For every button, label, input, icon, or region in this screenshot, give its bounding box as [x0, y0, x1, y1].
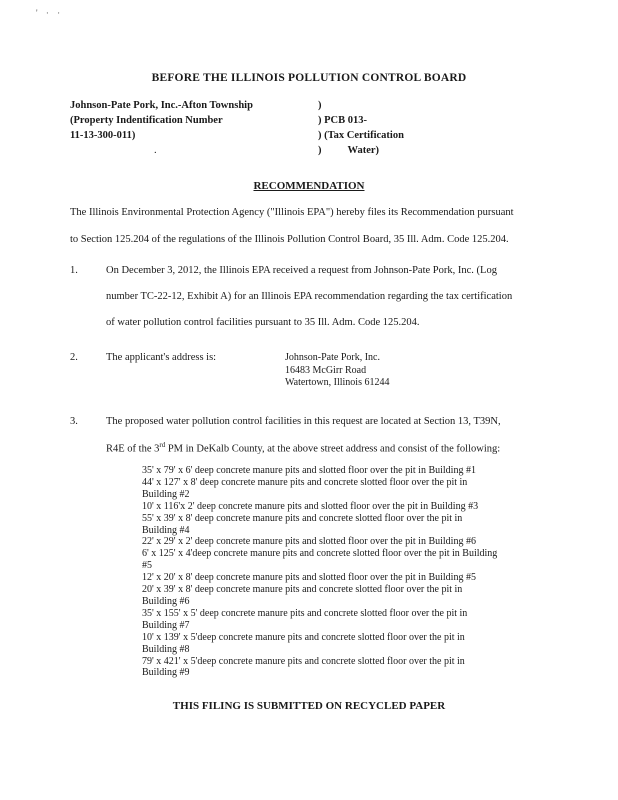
facility-item: 44' x 127' x 8' deep concrete manure pits and concrete slotted floor over the pit in: [142, 476, 468, 488]
facility-item: 10' x 139' x 5'deep concrete manure pits and concrete slotted floor over the pit in: [142, 631, 465, 643]
facility-item: 20' x 39' x 8' deep concrete manure pits and concrete slotted floor over the pit in: [142, 584, 463, 596]
para1-number: 1.: [70, 265, 78, 276]
facility-item: 55' x 39' x 8' deep concrete manure pits and concrete slotted floor over the pit in: [142, 512, 463, 524]
caption-right: [318, 98, 404, 158]
para3-line-1: The proposed water pollution control facilities in this request are located at Section 13, T39N,: [106, 416, 501, 427]
caption-left: [70, 98, 253, 158]
facility-item: Building #2: [142, 488, 190, 500]
applicant-address: [285, 352, 389, 390]
board-heading: BEFORE THE ILLINOIS POLLUTION CONTROL BOARD: [151, 72, 467, 84]
caption-left-line: (Property Indentification Number: [70, 115, 223, 126]
para3-number: 3.: [70, 416, 78, 427]
facility-item: 35' x 155' x 5' deep concrete manure pits and concrete slotted floor over the pit in: [142, 607, 468, 619]
caption-left-line: Johnson-Pate Pork, Inc.-Afton Township: [70, 100, 253, 111]
address-line: 16483 McGirr Road: [285, 364, 367, 376]
caption-left-line: .: [154, 145, 157, 156]
caption-right-line: ): [318, 100, 322, 111]
para1-line: number TC-22-12, Exhibit A) for an Illinois EPA recommendation regarding the tax certification: [106, 291, 513, 302]
facility-item: Building #6: [142, 595, 190, 607]
facility-item: Building #9: [142, 667, 190, 679]
facility-item: Building #4: [142, 524, 190, 536]
para3-line-2: R4E of the 3rd PM in DeKalb County, at the above street address and consist of the following:: [106, 441, 501, 455]
address-line: Johnson-Pate Pork, Inc.: [285, 352, 380, 363]
caption-left-line: 11-13-300-011): [70, 130, 136, 141]
facility-item: 12' x 20' x 8' deep concrete manure pits and slotted floor over the pit in Building #5: [142, 572, 476, 584]
recommendation-title: RECOMMENDATION: [253, 180, 365, 192]
facility-item: Building #7: [142, 619, 190, 631]
facility-item: Building #8: [142, 643, 190, 655]
intro-line-1: The Illinois Environmental Protection Agency ("Illinois EPA") hereby files its Recommendation pursuant: [70, 207, 514, 218]
para2-label: The applicant's address is:: [106, 352, 217, 363]
caption-right-line: ) (Tax Certification: [318, 130, 404, 141]
facility-item: 6' x 125' x 4'deep concrete manure pits and concrete slotted floor over the pit in Building: [142, 548, 498, 560]
facility-item: 10' x 116'x 2' deep concrete manure pits and slotted floor over the pit in Building #3: [142, 500, 479, 512]
para2-number: 2.: [70, 352, 78, 363]
facility-item: 35' x 79' x 6' deep concrete manure pits and slotted floor over the pit in Building #1: [142, 465, 476, 476]
facility-item: 22' x 29' x 2' deep concrete manure pits and slotted floor over the pit in Building #6: [142, 536, 476, 548]
address-line: Watertown, Illinois 61244: [285, 377, 390, 388]
corner-marks: ' · ·: [36, 8, 64, 18]
intro-line-2: to Section 125.204 of the regulations of the Illinois Pollution Control Board, 35 Ill. Adm. Code 125.204.: [70, 234, 509, 245]
para1-line: On December 3, 2012, the Illinois EPA received a request from Johnson-Pate Pork, Inc. (Log: [106, 265, 497, 276]
facility-list: [142, 465, 497, 679]
facility-item: #5: [142, 560, 152, 572]
facility-item: 79' x 421' x 5'deep concrete manure pits and concrete slotted floor over the pit in: [142, 655, 465, 667]
para1-line: of water pollution control facilities pursuant to 35 Ill. Adm. Code 125.204.: [106, 317, 420, 328]
recycled-paper-footer: THIS FILING IS SUBMITTED ON RECYCLED PAPER: [172, 700, 446, 712]
caption-right-line: ) Water): [318, 145, 380, 156]
caption-right-line: ) PCB 013-: [318, 115, 367, 126]
